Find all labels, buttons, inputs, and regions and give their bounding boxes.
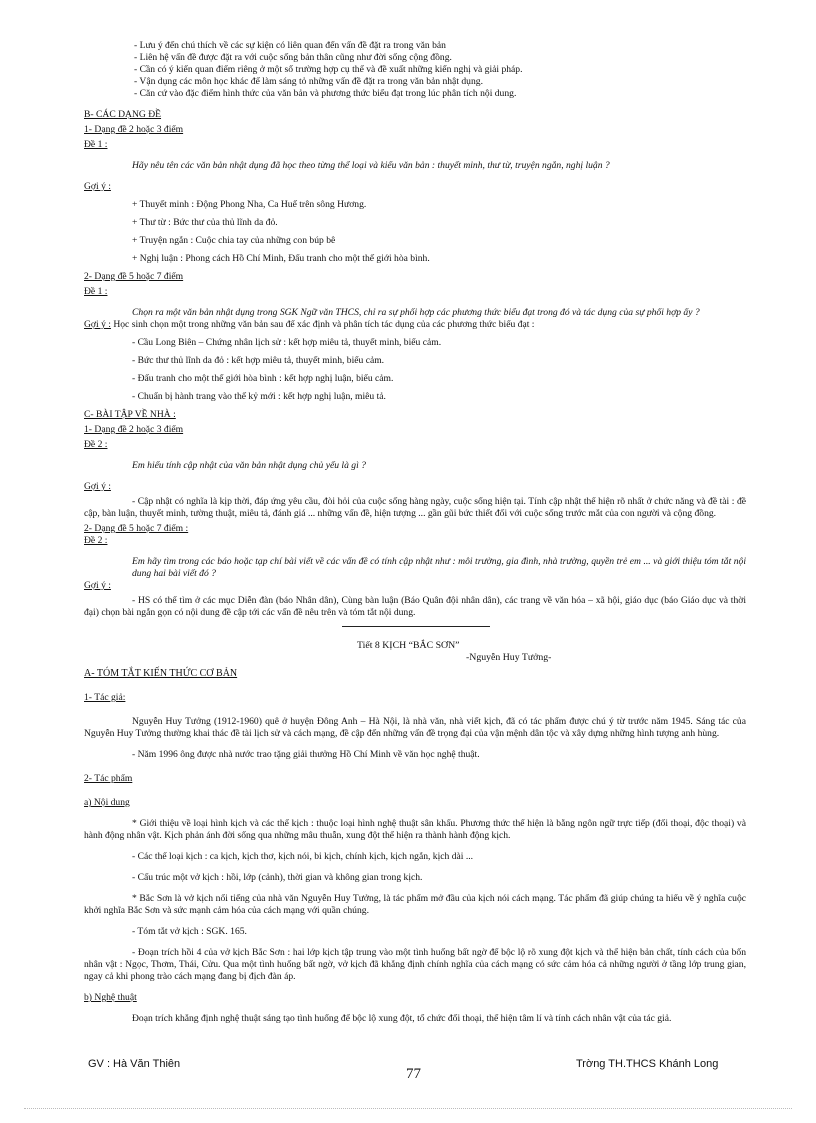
nghethuat-paragraph: Đoạn trích khẳng định nghệ thuật sáng tạo tình huống để bộc lộ xung đột, tổ chức đối thoại, thể hiện tâm lí và tính cách nhân vật của tác giả. [132,1013,672,1024]
list-item: - Căn cứ vào đặc điểm hình thức của văn bản và phương thức biểu đạt trong lúc phân tích nội dung. [134,88,517,99]
document-body [84,40,746,619]
noidung-paragraph: - Cấu trúc một vở kịch : hồi, lớp (cảnh), thời gian và không gian trong kịch. [132,872,423,883]
lesson-body [84,668,746,1025]
goiy2-text: Học sinh chọn một trong những văn bản sau để xác định và phân tích tác dụng của các phương thức biểu đạt : [110,319,535,330]
noidung-paragraph: * Bắc Sơn là vở kịch nổi tiếng của nhà văn Nguyễn Huy Tưởng, là tác phẩm mở đầu của kịch nói cách mạng. Tác phẩm đã giúp chúng ta hiểu về ý nghĩa cuộc khởi nghĩa Bắc Sơn và sức mạnh cảm hóa của cách mạng với quần chúng. [84,893,746,916]
goiy2-list [84,337,746,403]
de2-question: Em hiểu tính cập nhật của văn bản nhật dụng chủ yếu là gì ? [132,460,366,471]
page-number: 77 [406,1066,421,1082]
noidung-paragraph: - Tóm tắt vở kịch : SGK. 165. [132,926,247,937]
list-item: + Thư từ : Bức thư của thủ lĩnh da đỏ. [132,217,278,228]
list-item: - Cần có ý kiến quan điểm riêng ở một số trường hợp cụ thể và đề xuất những kiến nghị và giải pháp. [134,64,523,75]
section-b-type1: 1- Dạng đề 2 hoặc 3 điểm [84,124,184,135]
section-c-heading: C- BÀI TẬP VỀ NHÀ : [84,409,176,420]
list-item: - Vận dụng các môn học khác để làm sáng tỏ những vấn đề đặt ra trong văn bản nhật dụng. [134,76,483,87]
list-item: - Đấu tranh cho một thế giới hòa bình : kết hợp nghị luận, biểu cảm. [132,373,394,384]
goiy-list [84,199,746,265]
section-c-type1: 1- Dạng đề 2 hoặc 3 điểm [84,424,184,435]
list-item: - Cầu Long Biên – Chứng nhân lịch sử : kết hợp miêu tả, thuyết minh, biểu cảm. [132,337,442,348]
noidung-paragraph: - Các thể loại kịch : ca kịch, kịch thơ, kịch nói, bi kịch, chính kịch, kịch ngắn, kịch dài ... [132,851,474,862]
goiy-label: Gợi ý : [84,181,111,192]
de2b-question: Em hãy tìm trong các báo hoặc tạp chí bài viết về các vấn đề có tính cập nhật như : môi trường, gia đình, nhà trường, quyền trẻ em ... và giới thiệu tóm tắt nội dung hai bài viết đó ? [132,556,746,579]
tacgia-paragraph: Nguyễn Huy Tưởng (1912-1960) quê ở huyện Đông Anh – Hà Nội, là nhà văn, nhà viết kịch, đã có tác phẩm được chú ý từ trước năm 1945. Sáng tác của Nguyễn Huy Tưởng thường khai thác đề tài lịch sử và cách mạng, đề cập đến những vấn đề trọng đại của vận mệnh dân tộc và xây dựng những hình tượng anh hùng. [84,716,746,739]
footer-school: Trờng TH.THCS Khánh Long [576,1058,719,1070]
top-bullet-list [84,40,746,100]
list-item: - Bức thư thủ lĩnh da đỏ : kết hợp miêu tả, thuyết minh, biểu cảm. [132,355,385,366]
de2-label: Đề 2 : [84,439,108,450]
tacpham-heading: 2- Tác phẩm [84,773,133,784]
goiy2-c-text: - HS có thể tìm ở các mục Diễn đàn (báo Nhân dân), Cùng bàn luận (Báo Quân đội nhân dân), các trang về văn hóa – xã hội, giáo dục (báo Giáo dục và thời đại) chọn bài ngắn gọn có nội dung đề cập tới các vấn đề nêu trên và tóm tắt nội dung. [84,595,746,618]
list-item: + Truyện ngắn : Cuộc chia tay của những con búp bê [132,235,336,246]
section-a-heading: A- TÓM TẮT KIẾN THỨC CƠ BẢN [84,668,238,679]
list-item: + Nghị luận : Phong cách Hồ Chí Minh, Đấu tranh cho một thế giới hòa bình. [132,253,430,264]
goiy2-c-label: Gợi ý : [84,580,111,591]
tacgia-award: - Năm 1996 ông được nhà nước trao tặng giải thưởng Hồ Chí Minh về văn học nghệ thuật. [132,749,480,760]
list-item: - Lưu ý đến chú thích về các sự kiện có liên quan đến vấn đề đặt ra trong văn bản [134,40,446,51]
de1-label: Đề 1 : [84,139,108,150]
noidung-heading: a) Nội dung [84,797,130,808]
list-item: - Liên hệ vấn đề được đặt ra với cuộc sống bản thân cũng như đời sống cộng đồng. [134,52,452,63]
tacgia-heading: 1- Tác giả: [84,692,126,703]
goiy2-line [84,319,746,331]
section-b-type2: 2- Dạng đề 5 hoặc 7 điểm [84,271,184,282]
page-bottom-border [24,1108,792,1109]
lesson-author: -Nguyễn Huy Tưởng- [466,652,552,663]
list-item: - Chuẩn bị hành trang vào thế kỷ mới : kết hợp nghị luận, miêu tả. [132,391,386,402]
footer-teacher: GV : Hà Văn Thiên [88,1058,181,1070]
goiy2-label: Gợi ý : [84,319,111,330]
goiy-c-text: - Cập nhật có nghĩa là kịp thời, đáp ứng yêu cầu, đòi hỏi của cuộc sống hàng ngày, cuộc sống hiện tại. Tính cập nhật thể hiện rõ nhất ở chức năng và đề tài : đề cập, bàn luận, thuyết minh, tường thuật, miêu tả, đánh giá ... những vấn đề, hiện tượng ... gần gũi bức thiết đối với cuộc sống trước mắt của con người và cộng đồng. [84,496,746,519]
noidung-paragraph: - Đoạn trích hồi 4 của vở kịch Bắc Sơn : hai lớp kịch tập trung vào một tình huống bất ngờ để bộc lộ rõ xung đột kịch và thể hiện bản chất, tính cách của bốn nhân vật : Ngọc, Thơm, Thái, Cửu. Qua một tình huống bất ngờ, vở kịch đã khẳng định chính nghĩa của cách mạng có sức cảm hóa cả những người ở tầng lớp trung gian, ngay cả khi phong trào cách mạng đang bị địch đàn áp. [84,947,746,982]
goiy-c-label: Gợi ý : [84,481,111,492]
noidung-paragraph: * Giới thiệu về loại hình kịch và các thể kịch : thuộc loại hình nghệ thuật sân khấu. Phương thức thể hiện là bằng ngôn ngữ trực tiếp (đối thoại, độc thoại) và hành động nhân vật. Kịch phản ánh đời sống qua những mâu thuẫn, xung đột thể hiện ra thành hành động kịch. [84,818,746,841]
section-b-heading: B- CÁC DẠNG ĐỀ [84,109,162,120]
nghethuat-heading: b) Nghệ thuật [84,992,137,1003]
de2b-label: Đề 2 : [84,535,108,546]
lesson-title: Tiết 8 KỊCH “BẮC SƠN” [357,640,460,651]
divider [342,626,490,627]
de1b-question: Chọn ra một văn bản nhật dụng trong SGK Ngữ văn THCS, chỉ ra sự phối hợp các phương thức biểu đạt trong đó và tác dụng của sự phối hợp ấy ? [132,307,700,318]
section-c-type2: 2- Dạng đề 5 hoặc 7 điểm : [84,523,189,534]
de1b-label: Đề 1 : [84,286,108,297]
list-item: + Thuyết minh : Động Phong Nha, Ca Huế trên sông Hương. [132,199,367,210]
de1-question: Hãy nêu tên các văn bản nhật dụng đã học theo từng thể loại và kiểu văn bản : thuyết minh, thư từ, truyện ngắn, nghị luận ? [132,160,610,171]
